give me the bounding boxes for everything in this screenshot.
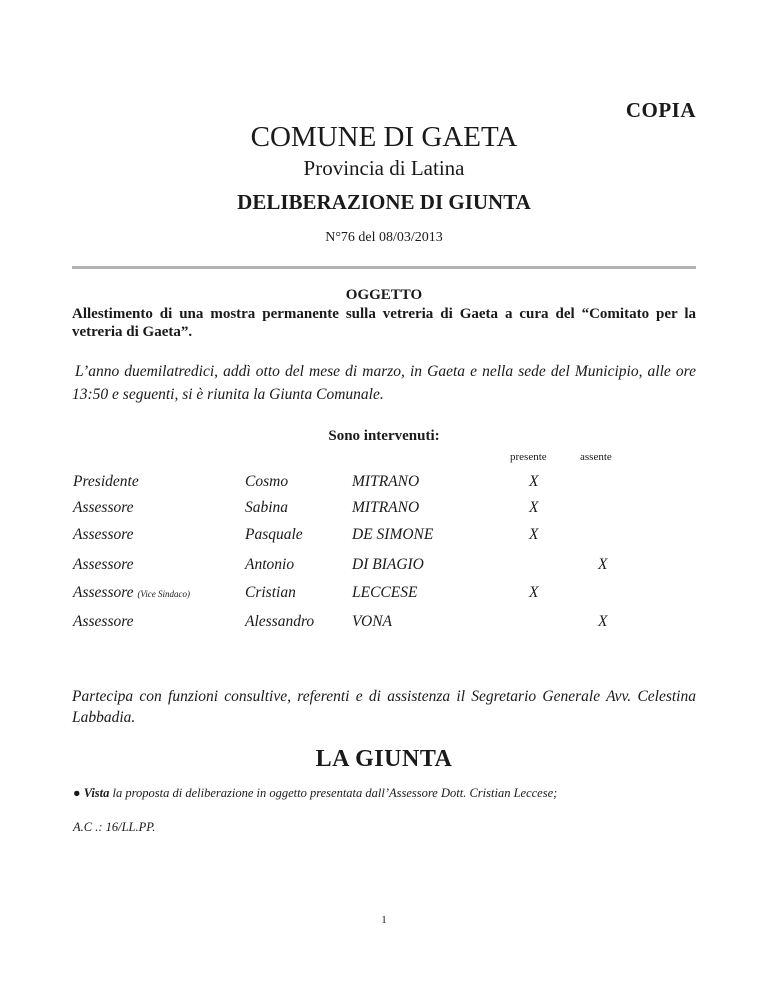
member-last-name: LECCESE	[352, 584, 418, 601]
column-header-present: presente	[510, 451, 547, 463]
present-mark: X	[529, 584, 539, 601]
subject-text: Allestimento di una mostra permanente sulla vetreria di Gaeta a cura del “Comitato per la vetreria di Gaeta”.	[72, 306, 696, 340]
subject-label: OGGETTO	[345, 287, 423, 303]
present-mark: X	[529, 499, 539, 516]
municipality-title: COMUNE DI GAETA	[250, 121, 518, 153]
province-subtitle: Provincia di Latina	[303, 156, 465, 180]
member-role	[73, 584, 190, 602]
deliberation-heading: DELIBERAZIONE DI GIUNTA	[237, 190, 531, 214]
attendance-row	[0, 473, 768, 499]
member-role-label: Assessore	[73, 584, 134, 601]
member-role: Assessore	[73, 526, 134, 543]
clause-keyword: Vista	[83, 786, 110, 800]
clause-text: la proposta di deliberazione in oggetto presentata dall’Assessore Dott. Cristian Leccese;	[109, 786, 558, 800]
member-first-name: Cristian	[245, 584, 296, 601]
member-last-name: DI BIAGIO	[352, 556, 424, 573]
member-role: Assessore	[73, 556, 134, 573]
attendance-row	[0, 499, 768, 525]
member-first-name: Alessandro	[245, 613, 315, 630]
member-role: Presidente	[73, 473, 139, 490]
attendance-title: Sono intervenuti:	[328, 428, 440, 444]
header-divider	[72, 266, 696, 269]
member-first-name: Cosmo	[245, 473, 289, 490]
attendance-row	[0, 613, 768, 639]
considering-clause	[73, 786, 713, 801]
reference-code: A.C .: 16/LL.PP.	[73, 820, 156, 834]
bullet-icon: ●	[73, 786, 81, 800]
vice-mayor-note: (Vice Sindaco)	[137, 589, 190, 599]
council-heading: LA GIUNTA	[315, 746, 453, 772]
copy-stamp: COPIA	[625, 98, 696, 122]
member-last-name: MITRANO	[352, 473, 420, 490]
page-number: 1	[381, 914, 387, 926]
absent-mark: X	[598, 556, 608, 573]
member-last-name: VONA	[352, 613, 393, 630]
attendance-row	[0, 526, 768, 552]
attendance-row	[0, 584, 768, 610]
member-first-name: Antonio	[245, 556, 295, 573]
member-first-name: Pasquale	[245, 526, 303, 543]
member-role: Assessore	[73, 499, 134, 516]
present-mark: X	[529, 526, 539, 543]
column-header-absent: assente	[580, 451, 612, 463]
secretary-paragraph: Partecipa con funzioni consultive, referenti e di assistenza il Segretario Generale Avv. Celestina Labbadia.	[72, 688, 696, 726]
member-last-name: DE SIMONE	[352, 526, 434, 543]
member-role: Assessore	[73, 613, 134, 630]
member-first-name: Sabina	[245, 499, 289, 516]
present-mark: X	[529, 473, 539, 490]
intro-paragraph: L’anno duemilatredici, addì otto del mese di marzo, in Gaeta e nella sede del Municipio, alle ore 13:50 e seguenti, si è riunita la Giunta Comunale.	[72, 363, 696, 403]
member-last-name: MITRANO	[352, 499, 420, 516]
attendance-row	[0, 556, 768, 582]
absent-mark: X	[598, 613, 608, 630]
deliberation-number: N°76 del 08/03/2013	[325, 230, 443, 245]
